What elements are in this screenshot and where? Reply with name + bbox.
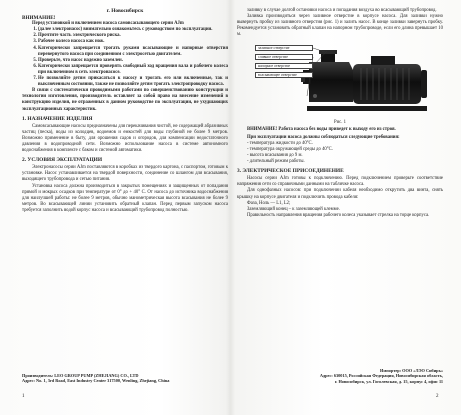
section-2-paragraph: Электронасосы серии AJm поставляются в коробках из твердого картона, с паспортом, готовым к установке. Насос устанавливается на твердой поверхности, соединение со шлангом для всасывания, выходящего трубопровода и сетью питания. <box>22 165 228 183</box>
section-3-paragraph: Насосы серии AJm готовы к подключению. Перед подключением проверьте соответствие напряжения сети со справочными данными на табличке насоса. <box>237 176 443 188</box>
importer-block <box>237 368 443 384</box>
left-header: г. Новосибирск <box>106 8 144 14</box>
requirement-item: - температура окружающей среды до 40°С. <box>247 146 333 152</box>
pump-figure <box>237 40 443 118</box>
warning-item: 4. Категорически запрещается трогать руками всасывающие и напорные отверстия перевернутого насоса при соединенном с электросетью двигателем. <box>38 46 228 58</box>
left-page <box>22 8 228 214</box>
requirement-item: - длительный режим работы. <box>247 159 305 165</box>
improvement-notice: В связи с систематически проводимыми работами по совершенствованию конструкции и технологии изготовления, производитель оставляет за собой право на внесение изменений в конструкцию изделия, не отраженных в данном руководстве по эксплуатации, не ухудшающих эксплуатационных характеристик. <box>22 88 228 112</box>
right-page <box>237 8 443 219</box>
section-2-title: 2. УСЛОВИЯ ЭКСПЛУАТАЦИИ <box>22 157 103 164</box>
warning-item: 1. (далее электронасос) внимательно ознакомьтесь с руководством по эксплуатации. <box>38 27 228 33</box>
wiring-phase: Фаза, Ноль — L1, L2; <box>247 200 291 206</box>
importer-address: Адрес: 630015, Российская Федерация, Новосибирская область, <box>319 373 443 379</box>
callout-fill-port: заливное отверстие <box>255 45 313 51</box>
callout-drain-port: сливное отверстие <box>255 54 313 60</box>
wiring-ground: Заземляющий конец – к заземляющей клемме. <box>247 206 340 212</box>
section-3-paragraph: Для однофазных насосов: при подключении кабеля необходимо открутить два винта, снять крышку на корпусе двигателя и подключить провода кабеля: <box>237 188 443 200</box>
callout-outlet-port: напорное отверстие <box>255 63 313 69</box>
warning-title: ВНИМАНИЕ! <box>22 15 56 22</box>
page-number-left: 1 <box>22 394 25 399</box>
manufacturer-address: Адрес: No. 1, 3rd Road, East Industry Center 317500, Wenling, Zhejiang, China <box>22 378 170 384</box>
requirements-title: При эксплуатации насоса должны соблюдаться следующие требования: <box>247 134 400 140</box>
warning-intro: Перед установкой и включением насоса самовсасывающего серии AJm <box>32 21 184 27</box>
section-3-title: 3. ЭЛЕКТРИЧЕСКОЕ ПРИСОЕДИНЕНИЕ <box>237 168 344 175</box>
warning-item: 7. Не позволяйте детям прикасаться к насосу и трогать его или включенные, так и выключенным состоянии, также не позволяйте детям трогать электропроводку насоса. <box>38 76 228 88</box>
section-2-paragraph: Установка насоса должна производиться в закрытых помещениях и защищенных от попадания прямой и мокрых осадков при температуре от 0° до + 40° С. От насоса до источника водоснабжения для наилучшей работы: не более 9 метров, обычно манометрическая высота всасывания не более 9 метров. Во всасывающей линии установить обратный клапан. Перед первым запуском насоса требуется заполнить водой корпус насоса и всасывающий трубопровод полностью. <box>22 183 228 213</box>
section-3-paragraph: Правильность направления вращения рабочего колеса указывает стрелка на торце корпуса. <box>247 212 430 218</box>
filling-paragraph: Заливка производиться через заливное отверстие в корпусе насоса. Для заливки нужно вывернуть пробку из заливного отверстия (рис. 1) и залить насос. В конце заливки завернуть пробку. Рекомендуется установить обратный клапан на напорном трубопроводе, если его длина превышает 10 м. <box>237 14 443 38</box>
warning-item: 2. Прочтите часть электрического риска. <box>38 33 228 39</box>
pump-icon <box>237 40 443 118</box>
importer-name: Импортер: ООО «ЛЭО Сибирь» <box>380 368 443 373</box>
warning-item: 3. Рабочее колесо насоса как нож. <box>38 39 228 45</box>
figure-caption: Рис. 1 <box>334 120 346 126</box>
manufacturer-name: Производитель: LEO GROUP PUMP (ZHEJIANG) CO., LTD <box>22 373 139 378</box>
attention-text: ВНИМАНИЕ! Работа насоса без воды приведет к выходу его из строя. <box>247 126 396 132</box>
section-1-text: Самовсасывающие насосы предназначены для перекачивания чистой, не содержащей абразивных частиц (песка), воды из колодцев, водоемов и емкостей для воды глубиной не более 9 метров. Возможно применение в быту, для орошения садов и огородов, для компенсации недостаточного давления в водопроводной сети. Возможно использование насоса в системе автономного водоснабжения в комплекте с баком и системой автоматики. <box>22 123 228 154</box>
callout-inlet-port: всасывающее отверстие <box>255 72 313 78</box>
manufacturer-block <box>22 373 228 384</box>
requirement-item: - температура жидкости до 40°С. <box>247 140 313 146</box>
section-1-title: 1. НАЗНАЧЕНИЕ ИЗДЕЛИЯ <box>22 115 93 122</box>
importer-address: г. Новосибирск, ул. Гоголевская, д. 15, корпус 4, офис 11 <box>334 378 443 384</box>
warning-list <box>22 27 228 88</box>
warning-item: 5. Проверьте, что насос надежно заземлен. <box>38 58 228 64</box>
requirement-item: - высота всасывания до 9 м. <box>247 152 303 158</box>
page-number-right: 2 <box>436 394 439 399</box>
continued-text: заливку в случае долгой остановки насоса и попадания воздуха во всасывающий трубопровод. <box>247 8 437 13</box>
warning-item: 6. Категорически запрещается проверять свободный ход вращения вала и рабочего колеса при включенном в сеть электронасосе. <box>38 64 228 76</box>
